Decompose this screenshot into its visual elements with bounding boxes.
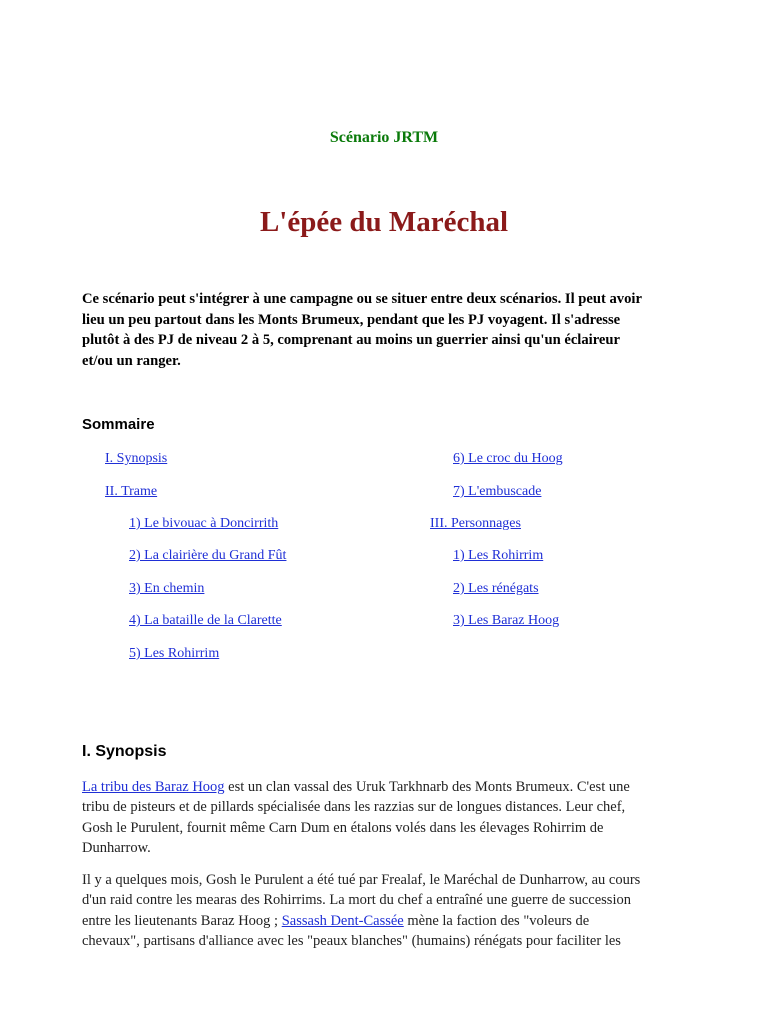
section-heading-synopsis: I. Synopsis (82, 743, 167, 760)
toc-heading: Sommaire (82, 416, 155, 433)
paragraph-line: tribu de pisteurs et de pillards spécialisée dans les razzias sur de longues distances. Leur chef, (82, 799, 626, 816)
intro-line: plutôt à des PJ de niveau 2 à 5, comprenant au moins un guerrier ainsi qu'un éclaireur (82, 332, 620, 349)
document-title: L'épée du Maréchal (259, 206, 509, 238)
intro-line: et/ou un ranger. (82, 353, 181, 370)
baraz-hoog-link[interactable]: La tribu des Baraz Hoog (82, 779, 225, 795)
toc-link-clairiere[interactable]: 2) La clairière du Grand Fût (129, 548, 287, 563)
line-text: entre les lieutenants Baraz Hoog ; (82, 912, 282, 929)
paragraph-line (82, 911, 688, 931)
paragraph-line: d'un raid contre les mearas des Rohirrims. La mort du chef a entraîné une guerre de succession (82, 892, 631, 909)
intro-line: Ce scénario peut s'intégrer à une campagne ou se situer entre deux scénarios. Il peut avoir (82, 291, 642, 307)
toc-link-rohirrim-trame[interactable]: 5) Les Rohirrim (129, 646, 220, 661)
toc-link-synopsis[interactable]: I. Synopsis (105, 451, 168, 466)
intro-line: lieu un peu partout dans les Monts Brumeux, pendant que les PJ voyagent. Il s'adresse (82, 311, 621, 328)
paragraph-line: chevaux", partisans d'alliance avec les "peaux blanches" (humains) rénégats pour faciliter les (82, 932, 621, 949)
toc-link-rohirrim[interactable]: 1) Les Rohirrim (453, 548, 544, 563)
line-text: est un clan vassal des Uruk Tarkhnarb des Monts Brumeux. C'est une (224, 779, 630, 795)
line-text: mène la faction des "voleurs de (403, 912, 590, 929)
intro-paragraph (82, 289, 688, 372)
toc-link-personnages[interactable]: III. Personnages (430, 516, 521, 531)
synopsis-paragraph-2 (82, 870, 688, 951)
paragraph-line: Il y a quelques mois, Gosh le Purulent a été tué par Frealaf, le Maréchal de Dunharrow, au cours (82, 872, 641, 888)
paragraph-line (82, 777, 688, 797)
toc-link-baraz-hoog[interactable]: 3) Les Baraz Hoog (453, 613, 560, 628)
document-subtitle: Scénario JRTM (329, 129, 439, 146)
toc-link-en-chemin[interactable]: 3) En chemin (129, 581, 205, 596)
toc-link-bataille[interactable]: 4) La bataille de la Clarette (129, 613, 282, 628)
sassash-link[interactable]: Sassash Dent-Cassée (281, 912, 404, 929)
toc-link-renegats[interactable]: 2) Les rénégats (453, 581, 539, 596)
paragraph-line: Gosh le Purulent, fournit même Carn Dum en étalons volés dans les élevages Rohirrim de (82, 819, 604, 836)
toc-link-trame[interactable]: II. Trame (105, 484, 158, 499)
synopsis-paragraph-1 (82, 777, 688, 858)
paragraph-line: Dunharrow. (82, 839, 151, 856)
toc-link-croc-du-hoog[interactable]: 6) Le croc du Hoog (453, 451, 563, 466)
toc-link-bivouac[interactable]: 1) Le bivouac à Doncirrith (129, 516, 279, 531)
toc-link-embuscade[interactable]: 7) L'embuscade (453, 484, 542, 499)
